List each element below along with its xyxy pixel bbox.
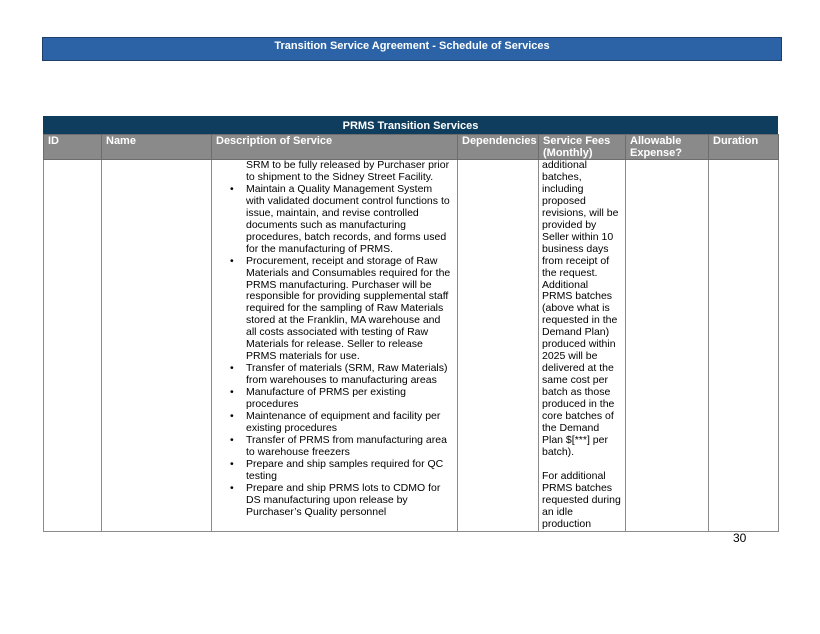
list-item: • Maintain a Quality Management System with validated document control functions to issue, maintain, and revise controlled documents such as manufacturing procedures, batch records, and forms used for the manufacturing of PRMS. (230, 182, 450, 255)
cell-name (102, 160, 212, 532)
col-header-description: Description of Service (212, 135, 458, 160)
col-header-id: ID (44, 135, 102, 160)
cell-duration (709, 160, 779, 532)
col-header-duration: Duration (709, 135, 779, 160)
table-title: PRMS Transition Services (43, 116, 778, 134)
list-item: • Maintenance of equipment and facility per existing procedures (230, 410, 441, 434)
description-lead: SRM to be fully released by Purchaser prior to shipment to the Sidney Street Facility. (246, 159, 450, 183)
fees-paragraph-2: For additional PRMS batches requested during an idle production (542, 469, 621, 530)
cell-allowable-expense (626, 160, 709, 532)
page-number: 30 (733, 531, 747, 545)
list-item: • Transfer of PRMS from manufacturing area to warehouse freezers (230, 433, 447, 458)
cell-service-fees (539, 160, 626, 532)
col-header-allowable-expense: Allowable Expense? (626, 135, 709, 160)
col-header-service-fees: Service Fees (Monthly) (539, 135, 626, 160)
col-header-dependencies: Dependencies (458, 135, 539, 160)
document-header-banner: Transition Service Agreement - Schedule of Services (42, 37, 782, 61)
fees-paragraph-1: additional batches, including proposed revisions, will be provided by Seller within 10 business days from receipt of the request. Additional PRMS batches (above what is requested in the Demand Plan) produced within 2025 will be delivered at the same cost per batch as those produced in the core batches of the Demand Plan $[***] per batch). (542, 159, 619, 458)
col-header-name: Name (102, 135, 212, 160)
cell-description (212, 160, 458, 532)
column-header-row (44, 135, 779, 160)
list-item: • Manufacture of PRMS per existing procedures (230, 386, 406, 411)
cell-dependencies (458, 160, 539, 532)
list-item: • Prepare and ship PRMS lots to CDMO for DS manufacturing upon release by Purchaser’s Quality personnel (230, 481, 441, 518)
table-row (44, 160, 779, 532)
list-item: • Procurement, receipt and storage of Raw Materials and Consumables required for the PRMS manufacturing. Purchaser will be responsible for providing supplemental staff required for the sampling of Raw Materials stored at the Franklin, MA warehouse and all costs associated with testing of Raw Materials for release. Seller to release PRMS materials for use. (230, 254, 451, 363)
cell-id (44, 160, 102, 532)
list-item: • Transfer of materials (SRM, Raw Materials) from warehouses to manufacturing areas (230, 362, 448, 387)
prms-services-table (43, 116, 778, 532)
list-item: • Prepare and ship samples required for QC testing (230, 457, 444, 482)
